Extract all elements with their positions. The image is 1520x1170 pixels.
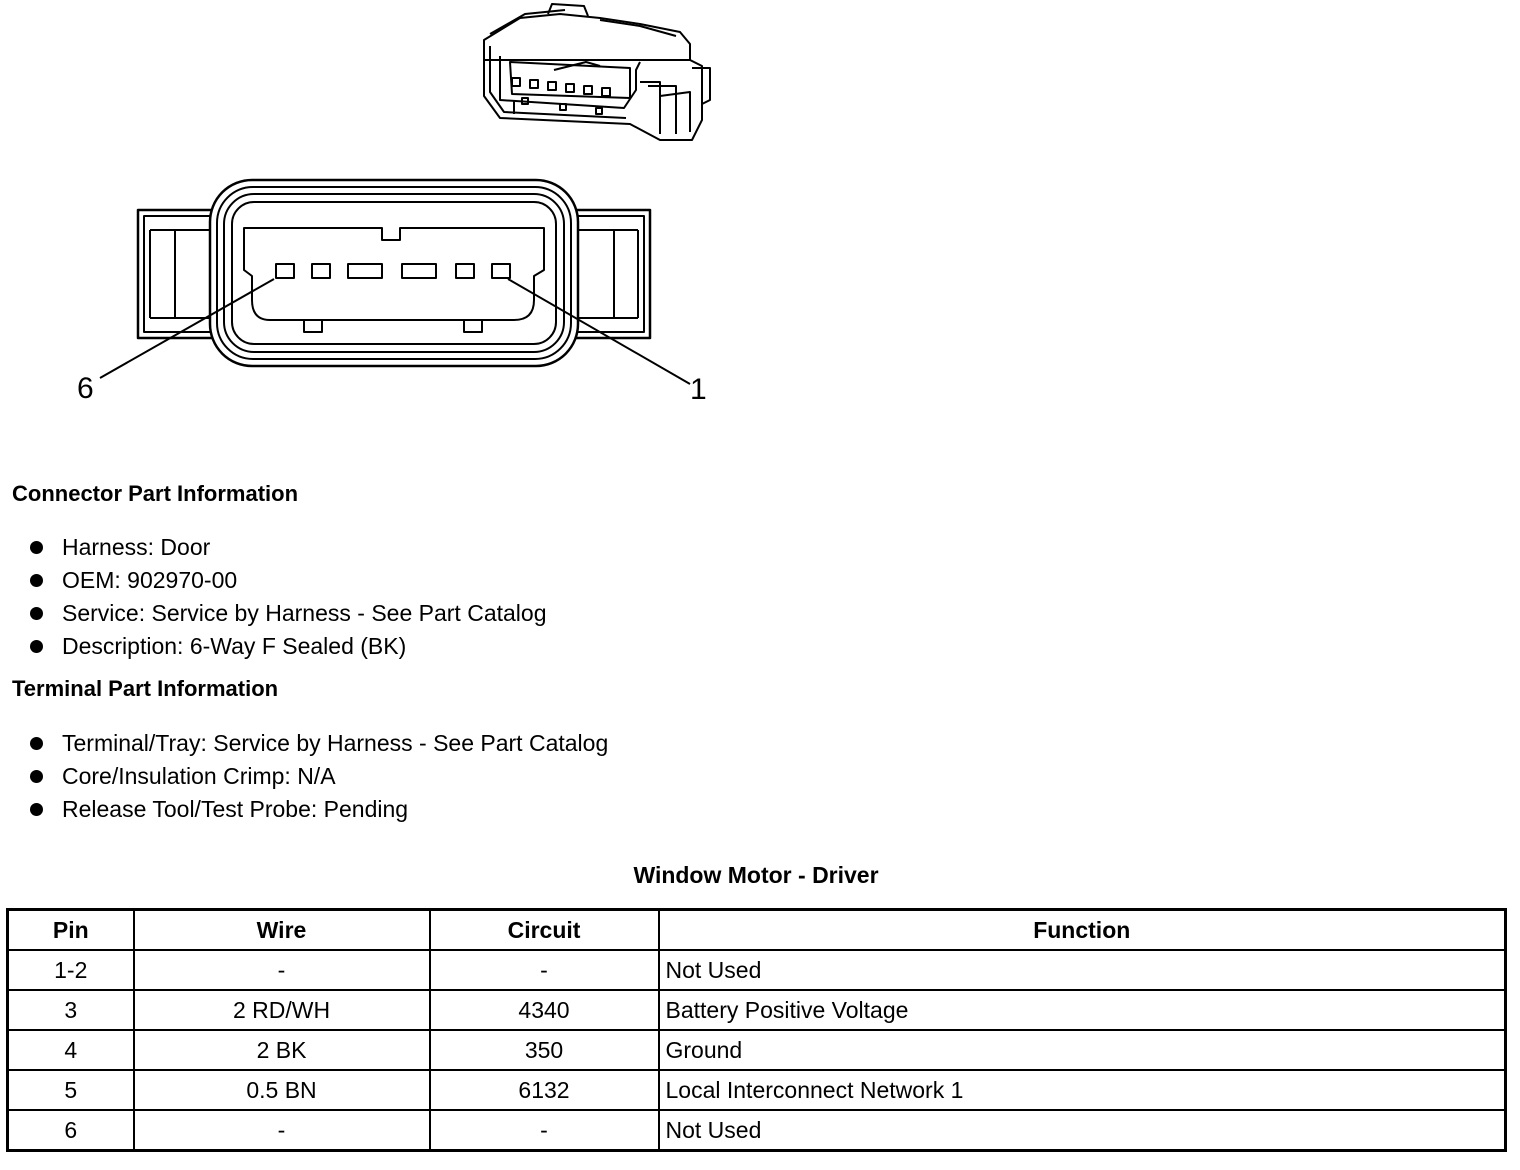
list-item: Release Tool/Test Probe: Pending	[26, 793, 608, 826]
cell-circuit: -	[430, 1110, 659, 1151]
cell-function: Battery Positive Voltage	[659, 990, 1506, 1030]
pin-table	[6, 908, 1507, 1152]
cell-wire: 0.5 BN	[134, 1070, 430, 1110]
connector-part-info-heading: Connector Part Information	[12, 481, 299, 506]
cell-circuit: 4340	[430, 990, 659, 1030]
cell-pin: 6	[8, 1110, 134, 1151]
column-header-wire: Wire	[134, 910, 430, 951]
terminal-part-info-heading: Terminal Part Information	[12, 676, 279, 701]
cell-function: Local Interconnect Network 1	[659, 1070, 1506, 1110]
list-item: Description: 6-Way F Sealed (BK)	[26, 630, 546, 663]
list-item: OEM: 902970-00	[26, 564, 546, 597]
connector-drawing	[0, 0, 760, 420]
cell-pin: 5	[8, 1070, 134, 1110]
cell-pin: 3	[8, 990, 134, 1030]
list-item: Harness: Door	[26, 531, 546, 564]
table-row	[8, 950, 1506, 990]
cell-circuit: 6132	[430, 1070, 659, 1110]
list-item: Service: Service by Harness - See Part Catalog	[26, 597, 546, 630]
cell-function: Not Used	[659, 950, 1506, 990]
bullet-icon	[30, 541, 43, 554]
pin-table-title: Window Motor - Driver	[633, 862, 879, 888]
cell-circuit: -	[430, 950, 659, 990]
cell-function: Not Used	[659, 1110, 1506, 1151]
pin-1-label: 1	[690, 373, 707, 406]
connector-face-view	[138, 180, 650, 366]
terminal-part-info-list	[26, 727, 608, 826]
column-header-pin: Pin	[8, 910, 134, 951]
bullet-icon	[30, 770, 43, 783]
cell-wire: 2 BK	[134, 1030, 430, 1070]
connector-diagram	[0, 0, 760, 420]
pin-6-label: 6	[77, 372, 94, 405]
table-row	[8, 1110, 1506, 1151]
cell-circuit: 350	[430, 1030, 659, 1070]
cell-pin: 1-2	[8, 950, 134, 990]
table-row	[8, 1070, 1506, 1110]
list-item: Core/Insulation Crimp: N/A	[26, 760, 608, 793]
bullet-icon	[30, 574, 43, 587]
list-item: Terminal/Tray: Service by Harness - See Part Catalog	[26, 727, 608, 760]
bullet-icon	[30, 640, 43, 653]
bullet-icon	[30, 607, 43, 620]
connector-part-info-list	[26, 531, 546, 663]
table-header-row	[8, 910, 1506, 951]
connector-3d-view	[484, 4, 710, 140]
cell-wire: -	[134, 1110, 430, 1151]
table-row	[8, 1030, 1506, 1070]
cell-wire: 2 RD/WH	[134, 990, 430, 1030]
cell-wire: -	[134, 950, 430, 990]
bullet-icon	[30, 803, 43, 816]
table-row	[8, 990, 1506, 1030]
cell-pin: 4	[8, 1030, 134, 1070]
bullet-icon	[30, 737, 43, 750]
column-header-function: Function	[659, 910, 1506, 951]
column-header-circuit: Circuit	[430, 910, 659, 951]
cell-function: Ground	[659, 1030, 1506, 1070]
